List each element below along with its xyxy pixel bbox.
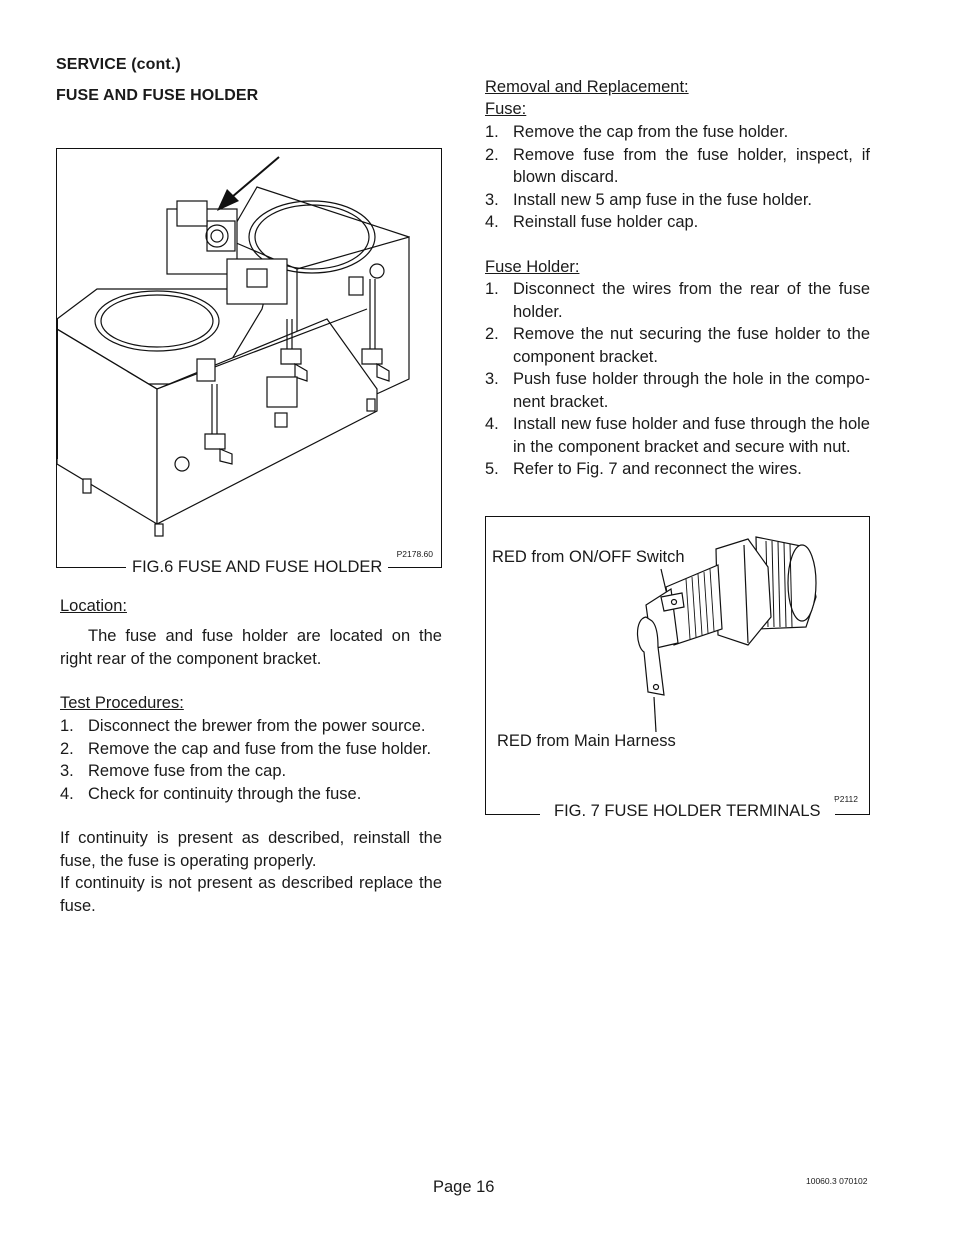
figure-6-frame bbox=[56, 148, 442, 568]
page-number: Page 16 bbox=[433, 1178, 495, 1196]
list-item: 5. Refer to Fig. 7 and reconnect the wires. bbox=[485, 460, 802, 478]
list-item: 4. Reinstall fuse holder cap. bbox=[485, 213, 699, 231]
test-procedures-heading: Test Procedures: bbox=[60, 694, 184, 712]
list-item: 3. Install new 5 amp fuse in the fuse holder. bbox=[485, 190, 813, 209]
list-item: 3. Push fuse holder through the hole in the compo-nent bracket. bbox=[485, 370, 870, 411]
figure-7-caption: FIG. 7 FUSE HOLDER TERMINALS bbox=[540, 800, 835, 822]
location-heading: Location: bbox=[60, 597, 127, 615]
location-text: The fuse and fuse holder are located on the right rear of the component bracket. bbox=[60, 627, 442, 668]
label-red-from-harness: RED from Main Harness bbox=[497, 732, 676, 750]
list-item: 2. Remove fuse from the fuse holder, inspect, if blown discard. bbox=[485, 145, 870, 186]
figure-7-frame bbox=[485, 516, 870, 815]
continuity-present-text: If continuity is present as described, reinstall the fuse, the fuse is operating properly. bbox=[60, 829, 442, 870]
test-procedures-list bbox=[60, 715, 442, 805]
list-item: 2. Remove the nut securing the fuse holder to the component bracket. bbox=[485, 325, 870, 366]
fuse-holder-steps-list bbox=[485, 278, 870, 481]
document-code: 10060.3 070102 bbox=[806, 1176, 868, 1186]
fuse-steps-list bbox=[485, 121, 870, 234]
figure-6-code: P2178.60 bbox=[396, 549, 433, 559]
label-red-from-switch: RED from ON/OFF Switch bbox=[492, 548, 685, 566]
list-item: 1. Disconnect the wires from the rear of the fuse holder. bbox=[485, 280, 870, 321]
figure-6-caption: FIG.6 FUSE AND FUSE HOLDER bbox=[126, 556, 388, 578]
list-item: 4. Check for continuity through the fuse. bbox=[60, 784, 362, 803]
list-item: 2. Remove the cap and fuse from the fuse holder. bbox=[60, 739, 432, 758]
fuse-holder-heading: Fuse Holder: bbox=[485, 258, 580, 276]
list-item: 3. Remove fuse from the cap. bbox=[60, 762, 287, 780]
list-item: 4. Install new fuse holder and fuse through the hole in the component bracket and secure with nut. bbox=[485, 415, 870, 456]
section-heading: SERVICE (cont.) bbox=[56, 56, 181, 73]
fuse-heading: Fuse: bbox=[485, 100, 527, 118]
figure-7-code: P2112 bbox=[834, 794, 858, 804]
continuity-absent-text: If continuity is not present as described replace the fuse. bbox=[60, 874, 442, 915]
removal-heading: Removal and Replacement: bbox=[485, 78, 689, 96]
page-title: FUSE AND FUSE HOLDER bbox=[56, 87, 259, 104]
list-item: 1. Remove the cap from the fuse holder. bbox=[485, 123, 789, 141]
brewer-illustration bbox=[57, 149, 441, 567]
list-item: 1. Disconnect the brewer from the power source. bbox=[60, 717, 426, 735]
